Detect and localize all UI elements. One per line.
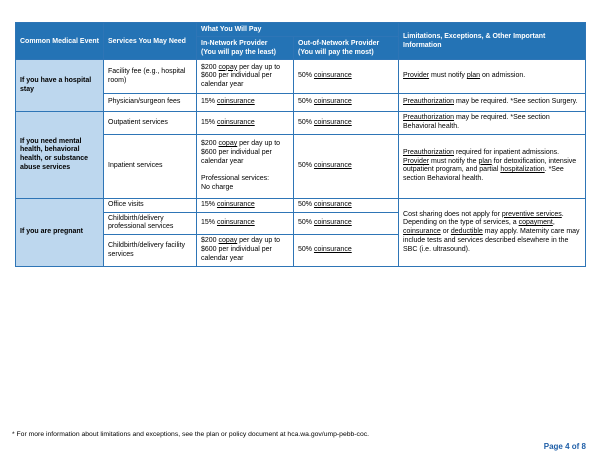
- header-in-network-title: In-Network Provider: [201, 40, 268, 48]
- in-network-cell: $200 copay per day up to $600 per individual per calendar year: [197, 235, 294, 267]
- event-pregnant: If you are pregnant: [16, 198, 104, 266]
- page-number: Page 4 of 8: [543, 442, 586, 451]
- header-limitations: Limitations, Exceptions, & Other Important Information: [399, 23, 586, 60]
- out-network-cell: 50% coinsurance: [294, 112, 399, 135]
- out-network-cell: 50% coinsurance: [294, 212, 399, 235]
- in-network-cell: $200 copay per day up to $600 per individual per calendar year Professional services: No charge: [197, 134, 294, 198]
- header-what-you-will-pay: What You Will Pay: [197, 23, 399, 37]
- benefits-table: [15, 22, 586, 267]
- table-row: [16, 198, 586, 212]
- out-network-cell: 50% coinsurance: [294, 198, 399, 212]
- header-common-medical-event: Common Medical Event: [16, 23, 104, 60]
- in-network-cell: 15% coinsurance: [197, 212, 294, 235]
- service-cell: Childbirth/delivery facility services: [104, 235, 197, 267]
- service-cell: Facility fee (e.g., hospital room): [104, 60, 197, 94]
- service-cell: Physician/surgeon fees: [104, 94, 197, 112]
- footnote: * For more information about limitations and exceptions, see the plan or policy document at hca.wa.gov/ump-pebb-coc.: [12, 431, 370, 438]
- header-in-network-provider: [197, 37, 294, 60]
- out-network-cell: 50% coinsurance: [294, 60, 399, 94]
- table-header-row-1: [16, 23, 586, 37]
- service-cell: Inpatient services: [104, 134, 197, 198]
- out-network-cell: 50% coinsurance: [294, 94, 399, 112]
- event-hospital-stay: If you have a hospital stay: [16, 60, 104, 112]
- in-network-cell: $200 copay per day up to $600 per individual per calendar year: [197, 60, 294, 94]
- limitations-cell: Preauthorization required for inpatient admissions. Provider must notify the plan for detoxification, intensive outpatient program, and partial hospitalization. *See section Behavioral health.: [399, 134, 586, 198]
- header-services-you-may-need: Services You May Need: [104, 23, 197, 60]
- limitations-cell: Preauthorization may be required. *See section Surgery.: [399, 94, 586, 112]
- table-row: [16, 60, 586, 94]
- header-out-network-provider: [294, 37, 399, 60]
- limitations-cell: Provider must notify plan on admission.: [399, 60, 586, 94]
- service-cell: Office visits: [104, 198, 197, 212]
- limitations-cell: Cost sharing does not apply for preventive services. Depending on the type of services, a copayment, coinsurance or deductible may apply. Maternity care may include tests and services described elsewhere in the SBC (i.e. ultrasound).: [399, 198, 586, 266]
- in-network-cell: 15% coinsurance: [197, 112, 294, 135]
- out-network-cell: 50% coinsurance: [294, 235, 399, 267]
- header-out-network-title: Out-of-Network Provider: [298, 40, 380, 48]
- service-cell: Childbirth/delivery professional services: [104, 212, 197, 235]
- service-cell: Outpatient services: [104, 112, 197, 135]
- in-network-cell: 15% coinsurance: [197, 94, 294, 112]
- header-out-network-subtitle: (You will pay the most): [298, 49, 374, 57]
- event-mental-health: If you need mental health, behavioral health, or substance abuse services: [16, 112, 104, 199]
- header-in-network-subtitle: (You will pay the least): [201, 49, 276, 57]
- in-network-cell: 15% coinsurance: [197, 198, 294, 212]
- out-network-cell: 50% coinsurance: [294, 134, 399, 198]
- table-row: [16, 112, 586, 135]
- limitations-cell: Preauthorization may be required. *See section Behavioral health.: [399, 112, 586, 135]
